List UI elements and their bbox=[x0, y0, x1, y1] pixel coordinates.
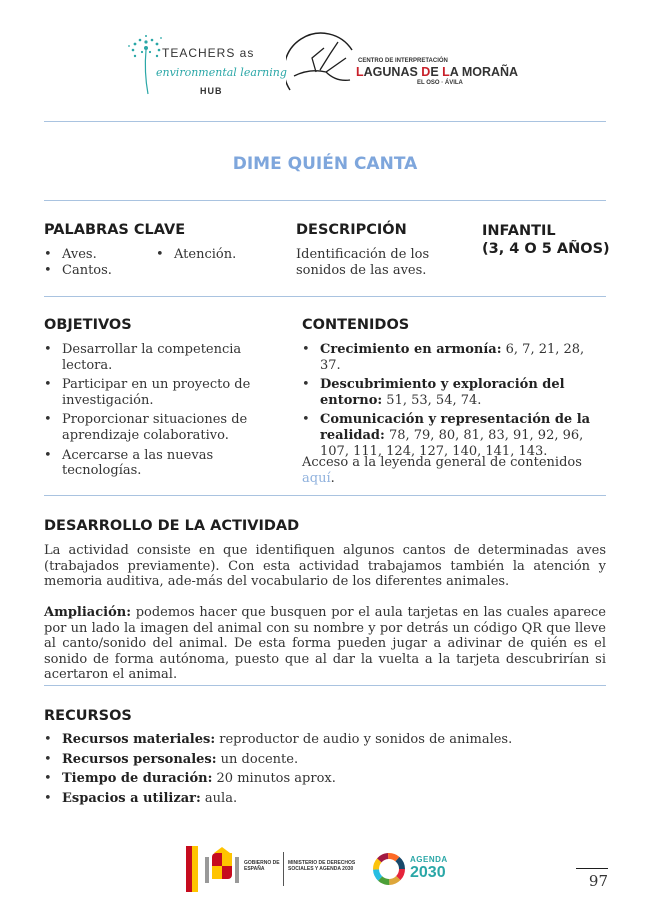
page-number-rule bbox=[576, 868, 608, 869]
objetivos-heading: OBJETIVOS bbox=[44, 317, 132, 333]
list-item: • Recursos materiales: reproductor de audio y sonidos de animales. bbox=[44, 732, 606, 748]
divider bbox=[44, 685, 606, 686]
list-item: • Tiempo de duración: 20 minutos aprox. bbox=[44, 771, 606, 787]
lagunas-location: EL OSO · ÁVILA bbox=[417, 80, 463, 86]
agenda-text: AGENDA bbox=[410, 855, 448, 864]
palabras-clave-list-1 bbox=[44, 247, 154, 278]
list-item: • Descubrimiento y exploración del entorno: 51, 53, 54, 74. bbox=[302, 377, 608, 408]
crane-icon bbox=[286, 28, 356, 100]
coat-of-arms-icon bbox=[202, 847, 242, 891]
divider bbox=[44, 200, 606, 201]
ministerio-text: MINISTERIO DE DERECHOS SOCIALES Y AGENDA 2030 bbox=[288, 860, 356, 872]
list-item: • Comunicación y representación de la realidad: 78, 79, 80, 81, 83, 91, 92, 96, 107, 111, 124, 127, 140, 141, 143. bbox=[302, 412, 608, 459]
teachers-logo-line2: environmental learning bbox=[156, 66, 287, 79]
nivel-heading bbox=[482, 222, 610, 258]
nivel-line2: (3, 4 O 5 AÑOS) bbox=[482, 241, 610, 257]
footer-logos bbox=[186, 844, 456, 894]
descripcion-heading: DESCRIPCIÓN bbox=[296, 222, 407, 238]
nivel-line1: INFANTIL bbox=[482, 223, 556, 239]
sdg-wheel-icon bbox=[372, 852, 406, 886]
contenidos-heading: CONTENIDOS bbox=[302, 317, 410, 333]
list-item: • Cantos. bbox=[44, 263, 154, 279]
recursos-heading: RECURSOS bbox=[44, 708, 132, 724]
list-item: • Aves. bbox=[44, 247, 154, 263]
contenidos-acceso: Acceso a la leyenda general de contenidos aquí. bbox=[302, 455, 582, 486]
list-item: • Recursos personales: un docente. bbox=[44, 752, 606, 768]
teachers-logo-line3: HUB bbox=[200, 86, 223, 96]
list-item: • Desarrollar la competencia lectora. bbox=[44, 342, 254, 373]
list-item: • Proporcionar situaciones de aprendizaje colaborativo. bbox=[44, 412, 254, 443]
palabras-clave-heading: PALABRAS CLAVE bbox=[44, 222, 186, 238]
leyenda-link[interactable]: aquí bbox=[302, 470, 331, 486]
teachers-logo-line1: TEACHERS as bbox=[162, 46, 255, 60]
palabras-clave-list-2 bbox=[156, 247, 266, 263]
page-number: 97 bbox=[588, 872, 608, 890]
agenda-2030-logo bbox=[372, 850, 462, 890]
desarrollo-heading: DESARROLLO DE LA ACTIVIDAD bbox=[44, 518, 300, 534]
divider bbox=[44, 296, 606, 297]
divider bbox=[44, 121, 606, 122]
lagunas-morana-logo bbox=[286, 28, 536, 100]
list-item: • Atención. bbox=[156, 247, 266, 263]
dandelion-icon bbox=[126, 32, 166, 98]
gobierno-text: GOBIERNO DE ESPAÑA bbox=[244, 860, 280, 872]
header-logos bbox=[120, 28, 540, 103]
activity-title: DIME QUIÉN CANTA bbox=[232, 154, 418, 174]
divider bbox=[44, 495, 606, 496]
objetivos-list bbox=[44, 342, 254, 479]
list-item: • Espacios a utilizar: aula. bbox=[44, 791, 606, 807]
lagunas-name: LAGUNAS DE LA MORAÑA bbox=[356, 65, 519, 79]
desarrollo-p2: Ampliación: podemos hacer que busquen por el aula tarjetas en las cuales aparece por un lado la imagen del animal con su nombre y por detrás un código QR que lleve al canto/sonido del animal. De esta forma pueden jugar a adivinar de quién es el sonido de forma autónoma, puesto que al dar la vuelta a la tarjeta descubrirían si acertaron el animal. bbox=[44, 605, 606, 683]
lagunas-subtitle: CENTRO DE INTERPRETACIÓN bbox=[358, 58, 448, 64]
descripcion-text: Identificación de los sonidos de las aves. bbox=[296, 247, 430, 278]
contenidos-list bbox=[302, 342, 608, 459]
desarrollo-p1: La actividad consiste en que identifiquen algunos cantos de determinadas aves (trabajados previamente). Con esta actividad trabajamos también la atención y memoria auditiva, ade-más del vocabulario de los diferentes animales. bbox=[44, 543, 606, 590]
agenda-year: 2030 bbox=[410, 864, 446, 881]
list-item: • Crecimiento en armonía: 6, 7, 21, 28, 37. bbox=[302, 342, 608, 373]
list-item: • Acercarse a las nuevas tecnologías. bbox=[44, 448, 254, 479]
recursos-list bbox=[44, 732, 606, 806]
gobierno-logo bbox=[186, 846, 364, 892]
teachers-hub-logo bbox=[126, 32, 287, 98]
list-item: • Participar en un proyecto de investigación. bbox=[44, 377, 254, 408]
